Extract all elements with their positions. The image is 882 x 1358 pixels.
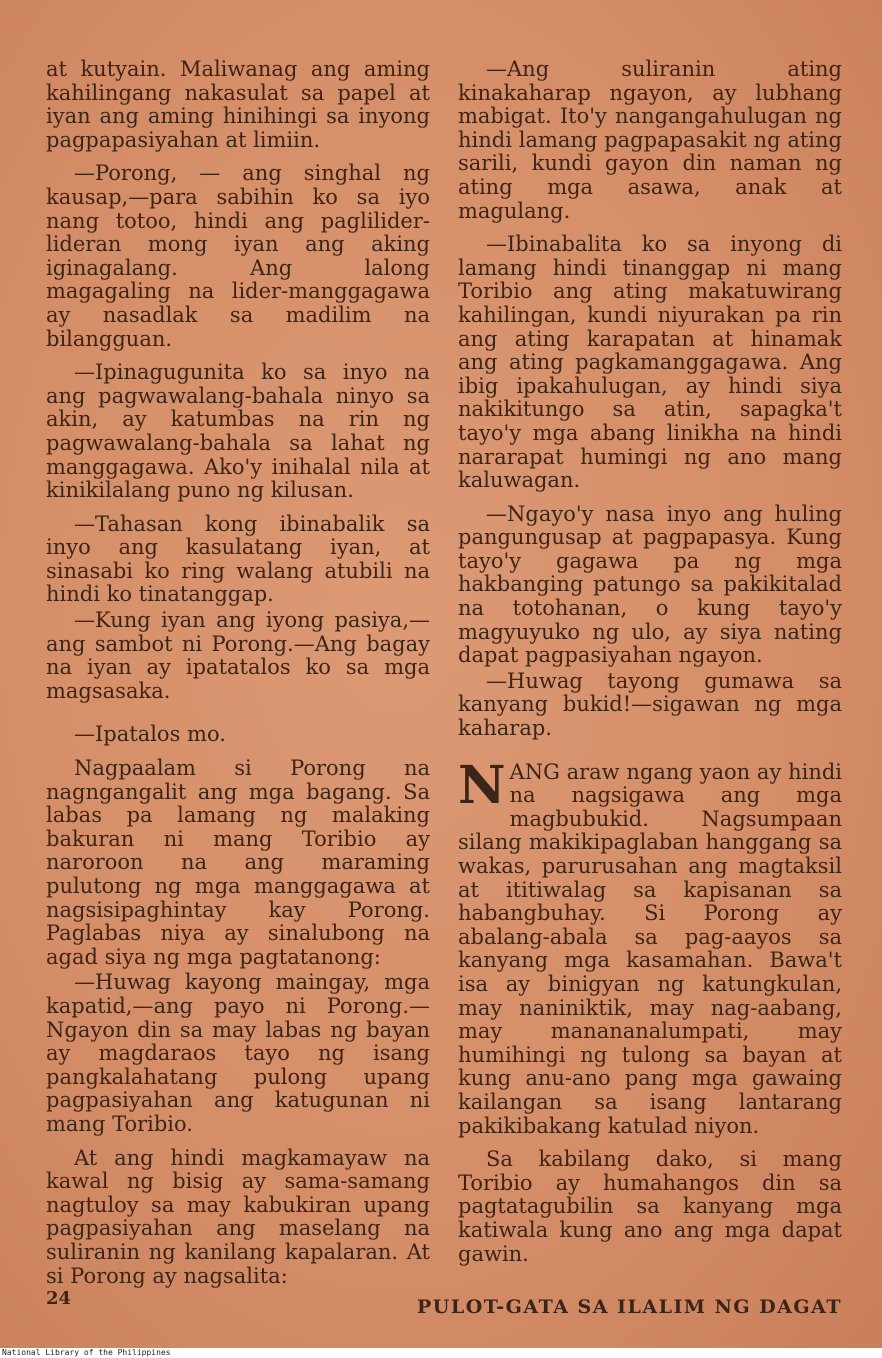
credit-bar [0, 1348, 882, 1358]
paragraph: —Ngayo'y nasa inyo ang huling pangungusap at pagpapasya. Kung tayo'y gagawa pa ng mga hakbanging patungo sa pakikitalad na totohanan, o kung tayo'y magyuyuko ng ulo, ay siya nating dapat pagpasiyahan ngayon. [458, 501, 842, 668]
paragraph: —Ang suliranin ating kinakaharap ngayon, ay lubhang mabigat. Ito'y nangangahulugan ng hindi lamang pagpapasakit ng ating sarili, kundi gayon din naman ng ating mga asawa, anak at magulang. [458, 57, 842, 223]
section-text: ANG araw ngang yaon ay hindi na nagsigawa ang mga magbubukid. Nagsumpaan silang makikipaglaban hanggang sa wakas, parurusahan ang magtaksil at ititiwalag sa kapisanan sa habangbuhay. Si Porong ay abalang-abala sa pag-aayos sa kanyang mga kasamahan. Bawa't isa ay binigyan ng katungkulan, may naniniktik, may nag-aabang, may manananalumpati, may humihingi ng tulong sa bayan at kung anu-ano pang mga gawaing kailangan sa isang lantarang pakikibakang katulad niyon. [458, 759, 842, 1138]
section-opening-paragraph [458, 754, 842, 1139]
credit-text: National Library of the Philippines [2, 1348, 171, 1357]
paragraph: —Huwag kayong maingay, mga kapatid,—ang payo ni Porong.—Ngayon din sa may labas ng bayan ay magdaraos tayo ng isang pangkalahatang pulong upang pagpasiyahan ang katugunan ni mang Toribio. [46, 970, 430, 1136]
paragraph: at kutyain. Maliwanag ang aming kahilingang nakasulat sa papel at iyan ang aming hinihingi sa inyong pagpapasiyahan at limiin. [46, 57, 430, 152]
paragraph: —Ipinagugunita ko sa inyo na ang pagwawalang-bahala ninyo sa akin, ay katumbas na rin ng pagwawalang-bahala sa lahat ng manggagawa. Ako'y inihalal nila at kinikilalang puno ng kilusan. [46, 360, 430, 503]
paragraph: Nagpaalam si Porong na nagngangalit ang mga bagang. Sa labas pa lamang ng malaking bakuran ni mang Toribio ay naroroon na ang maraming pulutong ng mga manggagawa at nagsisipaghintay kay Porong. Paglabas niya ay sinalubong na agad siya ng mga pagtatanong: [46, 756, 430, 969]
paragraph: At ang hindi magkamayaw na kawal ng bisig ay sama-samang nagtuloy sa may kabukiran upang pagpasiyahan ang maselang na suliranin ng kanilang kapalaran. At si Porong ay nagsalita: [46, 1145, 430, 1288]
page-number: 24 [46, 1288, 72, 1309]
paragraph: Sa kabilang dako, si mang Toribio ay humahangos din sa pagtatagubilin sa kanyang mga katiwala kung ano ang mga dapat gawin. [458, 1147, 842, 1266]
paragraph: —Kung iyan ang iyong pasiya,—ang sambot ni Porong.—Ang bagay na iyan ay ipatatalos ko sa mga magsasaka. [46, 608, 430, 703]
drop-cap: N [458, 754, 506, 816]
paragraph: —Porong, — ang singhal ng kausap,—para sabihin ko sa iyo nang totoo, hindi ang paglilider-lideran mong iyan ang aking iginagalang. Ang lalong magagaling na lider-manggagawa ay nasadlak sa madilim na bilangguan. [46, 161, 430, 351]
running-title: PULOT-GATA SA ILALIM NG DAGAT [417, 1296, 842, 1318]
paragraph: —Ipatalos mo. [74, 722, 226, 747]
right-column [458, 58, 842, 1276]
paragraph: —Ibinabalita ko sa inyong di lamang hindi tinanggap ni mang Toribio ang ating makatuwirang kahilingan, kundi niyurakan pa rin ang ating karapatan at hinamak ang ating pagkamanggagawa. Ang ibig ipakahulugan, ay hindi siya nakikitungo sa atin, sapagka't tayo'y mga abang linikha na hindi nararapat humingi ng ano mang kaluwagan. [458, 232, 842, 493]
left-column [46, 58, 430, 1298]
paragraph: —Huwag tayong gumawa sa kanyang bukid!—sigawan ng mga kaharap. [458, 668, 842, 741]
paragraph: —Tahasan kong ibinabalik sa inyo ang kasulatang iyan, at sinasabi ko ring walang atubili na hindi ko tinatanggap. [46, 511, 430, 607]
